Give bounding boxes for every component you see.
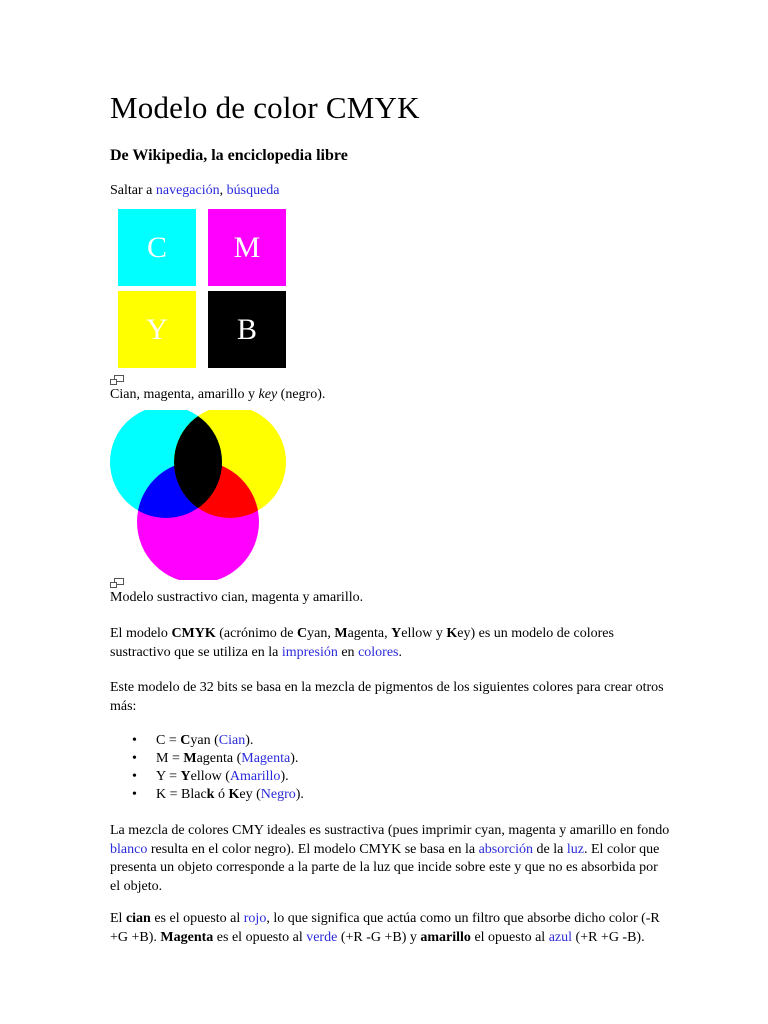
- amarillo-link[interactable]: Amarillo: [229, 769, 281, 784]
- text: ó: [214, 787, 229, 802]
- text: La mezcla de colores CMY ideales es sustractiva (pues imprimir cyan, magenta y amarillo en fondo: [110, 823, 670, 838]
- text: ).: [290, 751, 299, 766]
- bold-letter: Y: [180, 769, 191, 784]
- list-item: [110, 768, 304, 786]
- text: resulta en el color negro). El modelo CMYK se basa en la: [147, 841, 479, 857]
- paragraph-absorption: [110, 822, 670, 896]
- list-item: [110, 786, 304, 804]
- text: El modelo: [110, 626, 172, 641]
- paragraph-pigments: Este modelo de 32 bits se basa en la mezcla de pigmentos de los siguientes colores para crear otros más:: [110, 680, 664, 714]
- text: (acrónimo de: [215, 626, 298, 641]
- rojo-link[interactable]: rojo: [243, 911, 267, 926]
- cmyk-tiles-image[interactable]: [118, 209, 288, 369]
- luz-link[interactable]: luz: [566, 841, 584, 857]
- figure-caption-2: Modelo sustractivo cian, magenta y amarillo.: [110, 590, 364, 605]
- text: ).: [245, 733, 254, 748]
- paragraph-opposites: [110, 910, 670, 947]
- caption-1-after: (negro).: [277, 387, 326, 402]
- jump-links: [110, 183, 280, 199]
- bold-letter: k: [206, 787, 215, 802]
- yellow-tile: Y: [118, 291, 196, 368]
- text: M =: [156, 751, 184, 766]
- cyan-tile: C: [118, 209, 196, 286]
- text: (+R +G -B).: [572, 929, 645, 945]
- text: Y =: [156, 769, 181, 784]
- list-item: [110, 732, 304, 750]
- bold-cmyk: CMYK: [171, 626, 216, 641]
- page-title: Modelo de color CMYK: [110, 90, 420, 125]
- text: ey) es un modelo de colores sustractivo que se utiliza en la: [110, 626, 614, 660]
- verde-link[interactable]: verde: [306, 929, 338, 945]
- enlarge-icon-2[interactable]: [110, 578, 124, 588]
- color-list: [110, 732, 304, 804]
- caption-1-key: key: [258, 387, 278, 402]
- text: es el opuesto al: [150, 911, 244, 926]
- azul-link[interactable]: azul: [548, 929, 573, 945]
- text: ellow y: [401, 626, 447, 641]
- cian-link[interactable]: Cian: [218, 733, 246, 748]
- text: el opuesto al: [470, 929, 549, 945]
- colores-link[interactable]: colores: [358, 644, 399, 660]
- text: agenta (: [196, 751, 242, 766]
- text: El: [110, 911, 126, 926]
- text: ).: [280, 769, 289, 784]
- figure-caption-1: [110, 387, 325, 403]
- caption-1-before: Cian, magenta, amarillo y: [110, 387, 259, 402]
- text: yan (: [190, 733, 219, 748]
- impresion-link[interactable]: impresión: [281, 644, 338, 660]
- page-subtitle: De Wikipedia, la enciclopedia libre: [110, 147, 348, 164]
- magenta-tile: M: [208, 209, 286, 286]
- subtractive-venn-image[interactable]: [110, 410, 290, 580]
- list-item: [110, 750, 304, 768]
- bold-m: M: [334, 626, 348, 641]
- magenta-link[interactable]: Magenta: [241, 751, 291, 766]
- text: ey (: [239, 787, 261, 802]
- text: . El color que presenta un objeto corresponde a la parte de la luz que incide sobre este y que no es absorbida por el objeto.: [110, 841, 660, 894]
- black-tile: B: [208, 291, 286, 368]
- text: , lo que significa que actúa como un filtro que absorbe dicho color (-R +G +B).: [110, 911, 660, 945]
- bold-letter: M: [183, 751, 197, 766]
- text: es el opuesto al: [213, 929, 307, 945]
- bold-k: K: [446, 626, 458, 641]
- enlarge-icon[interactable]: [110, 375, 124, 385]
- negro-link[interactable]: Negro: [260, 787, 296, 802]
- text: ellow (: [190, 769, 230, 784]
- jump-separator: ,: [219, 183, 227, 198]
- search-link[interactable]: búsqueda: [226, 183, 280, 198]
- jump-prefix: Saltar a: [110, 183, 156, 198]
- bold-amarillo: amarillo: [420, 929, 471, 945]
- bold-y: Y: [391, 626, 402, 641]
- text: (+R -G +B) y: [337, 929, 421, 945]
- absorcion-link[interactable]: absorción: [478, 841, 534, 857]
- bold-letter: C: [180, 733, 191, 748]
- bold-c: C: [297, 626, 308, 641]
- text: en: [337, 644, 359, 660]
- text: yan,: [307, 626, 335, 641]
- paragraph-intro: [110, 625, 670, 662]
- text: .: [398, 644, 402, 660]
- text: de la: [533, 841, 567, 857]
- blanco-link[interactable]: blanco: [110, 841, 148, 857]
- text: ).: [295, 787, 304, 802]
- bold-letter: K: [228, 787, 240, 802]
- bold-magenta: Magenta: [160, 929, 214, 945]
- bold-cian: cian: [125, 911, 151, 926]
- text: agenta,: [347, 626, 392, 641]
- text: C =: [156, 733, 181, 748]
- text: K = Blac: [156, 787, 207, 802]
- navigation-link[interactable]: navegación: [155, 183, 220, 198]
